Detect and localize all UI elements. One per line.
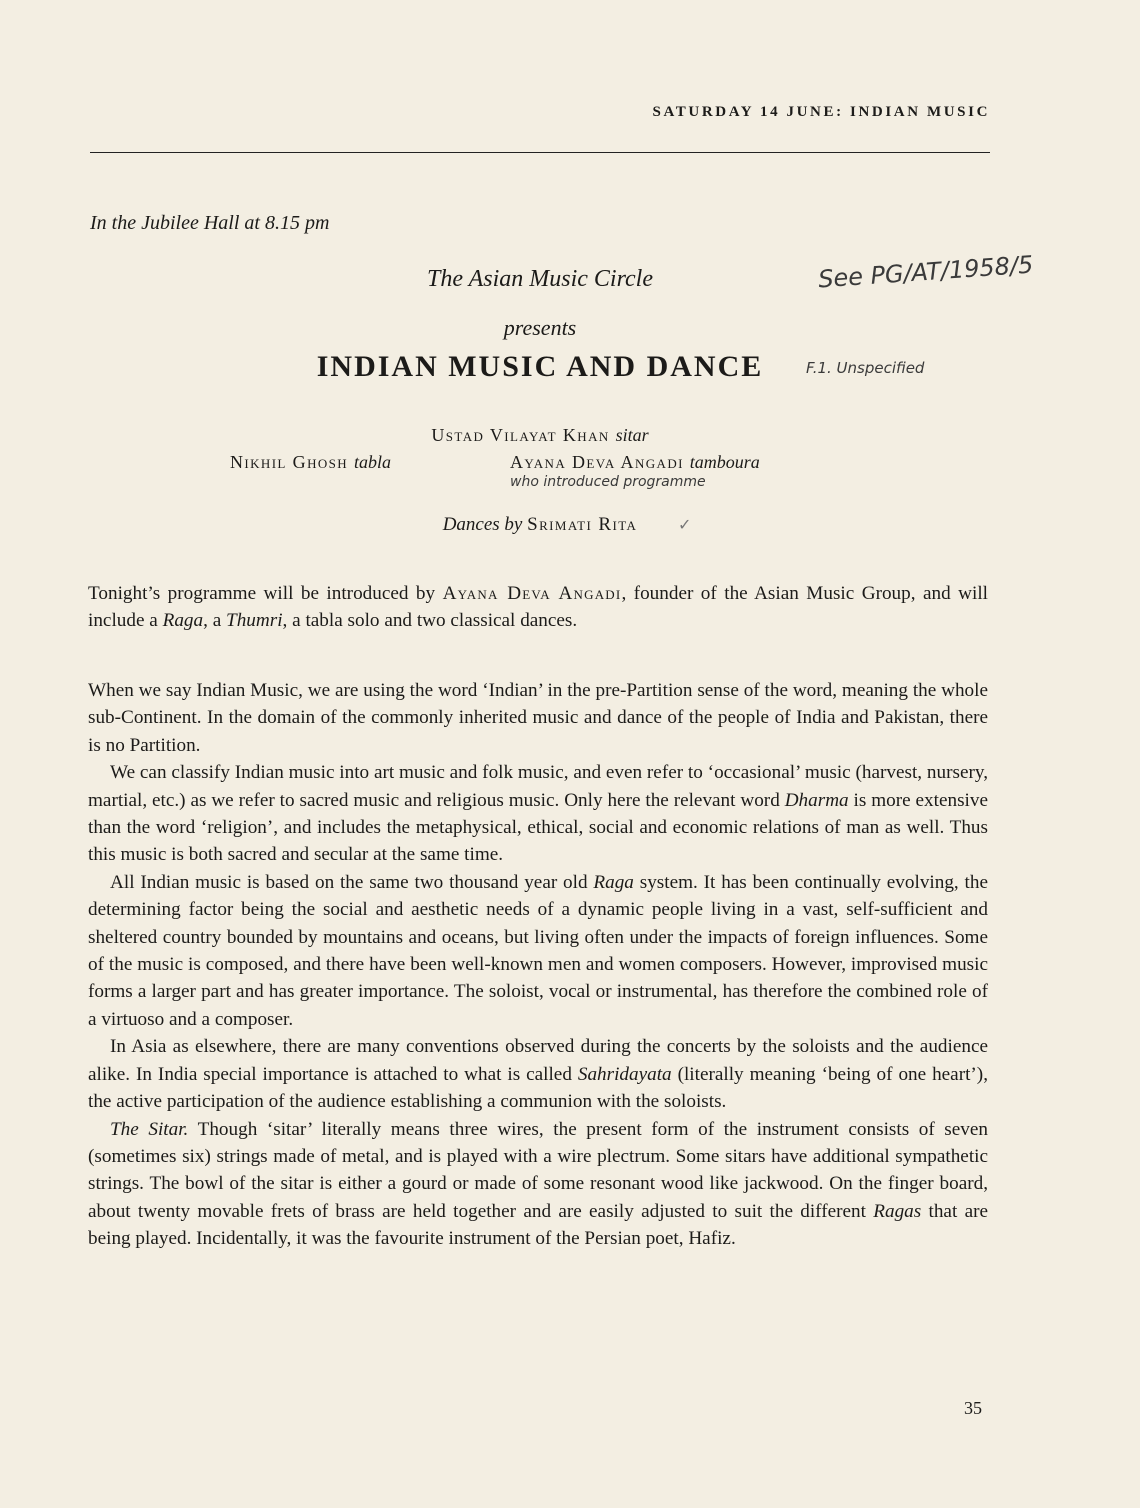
performer-ayana-deva-angadi <box>510 452 760 473</box>
handwritten-check-mark: ✓ <box>678 515 692 534</box>
performer-nikhil-ghosh <box>230 452 391 473</box>
performer-name: Nikhil Ghosh <box>230 452 349 472</box>
performer-instrument: tabla <box>353 452 391 472</box>
dancer-name: Srimati Rita <box>527 514 638 535</box>
presenter: The Asian Music Circle <box>427 266 653 292</box>
essay-text: We can classify Indian music into art music and folk music, and even refer to ‘occasional’ music (harvest, nursery, martial, etc.) as we refer to sacred music and religious music. Only here the relevant word <box>88 762 988 811</box>
running-head: SATURDAY 14 JUNE: INDIAN MUSIC <box>652 104 990 120</box>
dances-lead: Dances by <box>442 514 523 535</box>
intro-text: Tonight’s programme will be introduced by <box>88 583 443 604</box>
essay-text: that are being played. Incidentally, it was the favourite instrument of the Persian poet, Hafiz. <box>88 1200 988 1250</box>
presents-line: presents <box>503 315 577 340</box>
page-number: 35 <box>964 1398 982 1418</box>
main-title: INDIAN MUSIC AND DANCE <box>316 350 764 383</box>
intro-text: , a <box>203 610 227 632</box>
intro-text: , a tabla solo and two classical dances. <box>282 610 578 632</box>
essay-term: Ragas <box>873 1200 922 1222</box>
handwritten-classification-note: F.1. Unspecified <box>806 359 925 377</box>
performer-name: Ustad Vilayat Khan <box>431 425 610 445</box>
essay-paragraph <box>88 759 988 869</box>
intro-paragraph <box>88 580 988 635</box>
essay-text: system. It has been continually evolving, the determining factor being the social and aesthetic needs of a dynamic people living in a vast, self-sufficient and sheltered country bounded by mountains and oceans, but living often under the impacts of foreign influences. Some of the music is composed, and there have been well-known men and women composers. However, improvised music forms a larger part and has greater importance. The soloist, vocal or instrumental, has therefore the combined role of a virtuoso and a composer. <box>88 871 988 1030</box>
essay-paragraph <box>88 869 988 1033</box>
dances-credit <box>0 514 1080 536</box>
intro-name: Ayana Deva Angadi <box>442 583 622 604</box>
essay-text: In Asia as elsewhere, there are many conventions observed during the concerts by the soloists and the audience alike. In India special importance is attached to what is called <box>88 1036 988 1085</box>
intro-term: Raga <box>162 610 204 632</box>
essay-term: Sahridayata <box>577 1063 672 1085</box>
essay-text: Though ‘sitar’ literally means three wires, the present form of the instrument consists of seven (sometimes six) strings made of metal, and is played with a wire plectrum. Some sitars have additional sympathetic strings. The bowl of the sitar is either a gourd or made of some resonant wood like jackwood. On the finger board, about twenty movable frets of brass are held together and are easily adjusted to suit the different <box>88 1118 988 1222</box>
performer-vilayat-khan <box>0 425 1080 446</box>
performer-instrument: tamboura <box>689 452 760 472</box>
handwritten-reference-note: See PG/AT/1958/5 <box>817 250 1035 294</box>
essay-paragraph: When we say Indian Music, we are using the word ‘Indian’ in the pre-Partition sense of the word, meaning the whole sub-Continent. In the domain of the commonly inherited music and dance of the people of India and Pakistan, there is no Partition. <box>88 680 988 756</box>
essay-text: (literally meaning ‘being of one heart’), the active participation of the audience establishing a communion with the soloists. <box>88 1063 988 1113</box>
essay <box>88 677 988 1253</box>
venue-line: In the Jubilee Hall at 8.15 pm <box>90 212 330 234</box>
essay-text: is more extensive than the word ‘religion’, and includes the metaphysical, ethical, social and economic relations of man as well. Thus this music is both sacred and secular at the same time. <box>88 789 988 866</box>
performer-name: Ayana Deva Angadi <box>510 452 684 472</box>
performer-instrument: sitar <box>615 425 649 445</box>
essay-section-lead: The Sitar. <box>110 1118 189 1140</box>
essay-text: All Indian music is based on the same two thousand year old <box>110 871 594 893</box>
intro-term: Thumri <box>226 610 283 632</box>
intro-text: , founder of the Asian Music Group, and will include a <box>88 583 988 632</box>
header-rule <box>90 152 990 153</box>
essay-term: Dharma <box>784 789 849 811</box>
handwritten-introducer-note: who introduced programme <box>510 474 706 490</box>
essay-paragraph <box>88 1033 988 1115</box>
essay-paragraph <box>88 1116 988 1253</box>
essay-term: Raga <box>593 871 634 893</box>
